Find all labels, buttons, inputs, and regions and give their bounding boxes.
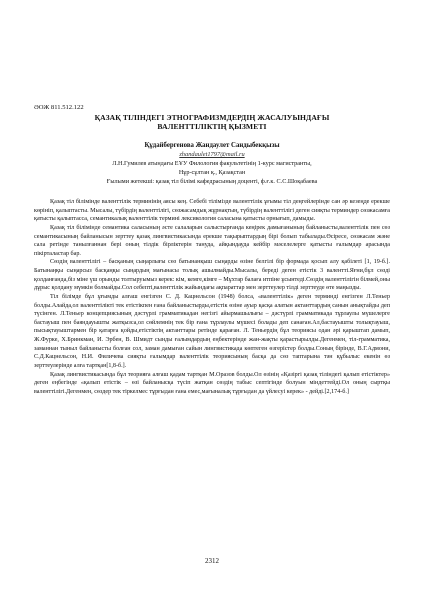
author-email[interactable]: zhandaulet1797@mail.ru xyxy=(179,151,245,158)
page-number: 2312 xyxy=(205,557,219,565)
body-paragraph: Сөздің валенттілігі – басқаның сыңарлығы сөз батынанқыш сыңарды өзіне белгілі бір формада қосып алу қабілеті [1, 19-б.]. Батынаңқы сыңарсыз басқаңқы сыңардың мағынасы толық ашылмайды.Мысалы, береді деген етістік 3 валентті.Яғни,бұл сөзді қолданғанда,біз міне үш орынды толтыруымыз керек: кім, кемге,кімге – Мұхтар балаға итпіне ұсынтеді.Сөздің валенттілігін білмей,оны дұрыс қолдану мүмкін болмайды.Сол себепті,валенттілік жайындағы ақпараттар мен зерттеулер тілді зерттеуде өте маңызды. xyxy=(34,259,390,292)
body-paragraph: Қазақ тіл білімінде семантика саласының әсте салаларын салыстырғанда кеңірек дамығанының байланысты,валенттілік пен сөз семантикасының байланысын зерттеу қазақ лингвистикасында ерекше тақырыптардың бірі болып табылады.Өсіресе, сөзжасам және сала ретінде танылғаннан бері оның тілдік бірліктерін тануда, айқындауда кейбір мәселелерге қатысты ғалымдар арасында пікірталастар бар. xyxy=(34,224,390,257)
article-title-line-2: ВАЛЕНТТІЛІКТІҢ ҚЫЗМЕТІ xyxy=(157,122,267,131)
udc-code: ӘОЖ 811.512.122 xyxy=(34,104,84,111)
affiliation-line-2: Нұр-сұлтан қ., Қазақстан xyxy=(178,169,246,176)
author-name: Құдайбергенова Жандаулет Сандыбекқызы xyxy=(144,142,280,149)
article-title-line-1: ҚАЗАҚ ТІЛІНДЕГІ ЭТНОГРАФИЗМДЕРДІҢ ЖАСАЛУЫНДАҒЫ xyxy=(94,113,330,122)
body-paragraph: Қазақ тіл білімінде валенттілік терминінің аясы кең. Себебі тілімізде валенттілік ұғымы тіл деңгейлерінде сан әр кезеңде ерекше көрініп, қалыптасты. Мысалы, түбірдің валенттілігі, сөзжасамдық жұрнақтың, түбірдің валенттілігі деген сияқты терминдер сөзжасамға қатысты қалыптасса, семантикалық валенттілік термині лексикология саласына қатысты орнығып, дамыды. xyxy=(34,199,390,223)
affiliation-line-1: Л.Н.Гумилев атындағы ЕҰУ Филология факультетінің 1-курс магистранты, xyxy=(112,160,312,167)
body-paragraph: Тіл білімде бұл ұғымды алғаш енгізген С. Д. Кацнельсон (1948) болса, «валенттілік» деген терминді енгізген Л.Теньер болды.Алайда,ол валенттілікті тек етістікпен ғана байланыстырды,етістік өзіне ауыр қасқа алатын актанттардың санын анықтайды деп түсінген. Л.Теньер концепциясының дәстүрлі грамматикадан негізгі айырмашылығы – дәстүрлі грамматикада тұрлаулы мүшелерге бастауыш пен баяндауышты жатқызса,ол сөйлемнің тек бір ғана тұрлаулы мүшесі болады деп санаған.Ал,бастауышты толықтауыш, пысықтауыштармен бір қатарға қойды,етістіктің актанттары ретінде қараған. Л. Теньердің бұл теориясы одан әрі қарыштап дамып, Ж.Фурке, Х.Бринкман, И. Эрбен, В. Шмидт сынды ғалымдардың еңбектерінде жан-жақты қарастырылды.Дегенмен, тіл-грамматика, заманнан тыныл байланысты болған сол, заман дамыған сайын лингвистикада көптеген өзгерістер болды.Соның бірінде, В.Г.Адмони, С.Д.Кацнельсон, Н.И. Филичева сияқты ғалымдар валенттілік теориясының басқа да сөз таптарына тән құбылыс екенін өз зерттеулерінде алға тартқан[1,8-б.]. xyxy=(34,293,390,369)
article-body xyxy=(34,198,390,396)
body-paragraph: Қазақ лингвистикасында бұл теорияға алғаш қадам тартқан М.Оразов болды.Ол өзінің «Қазіргі қазақ тіліндегі қалып етістіктер» деген еңбегінде «қалып етістік – өзі байланысқа түсіп жатқан сөздің табыс септігінде болуын міндеттейді.Ол оның сыртқы валенттілігі.Дегенмен, сөздер тек тіркелмес тұрғыдан ғана емес,мағыналық тұрғыдан да үйлесуі керек» - дейді.[2,174-б.] xyxy=(34,371,390,395)
affiliation-line-3: Ғылыми жетекші: қазақ тіл білімі кафедрасының доценті, ф.ғ.к. С.С.Шоқабаева xyxy=(106,178,318,185)
